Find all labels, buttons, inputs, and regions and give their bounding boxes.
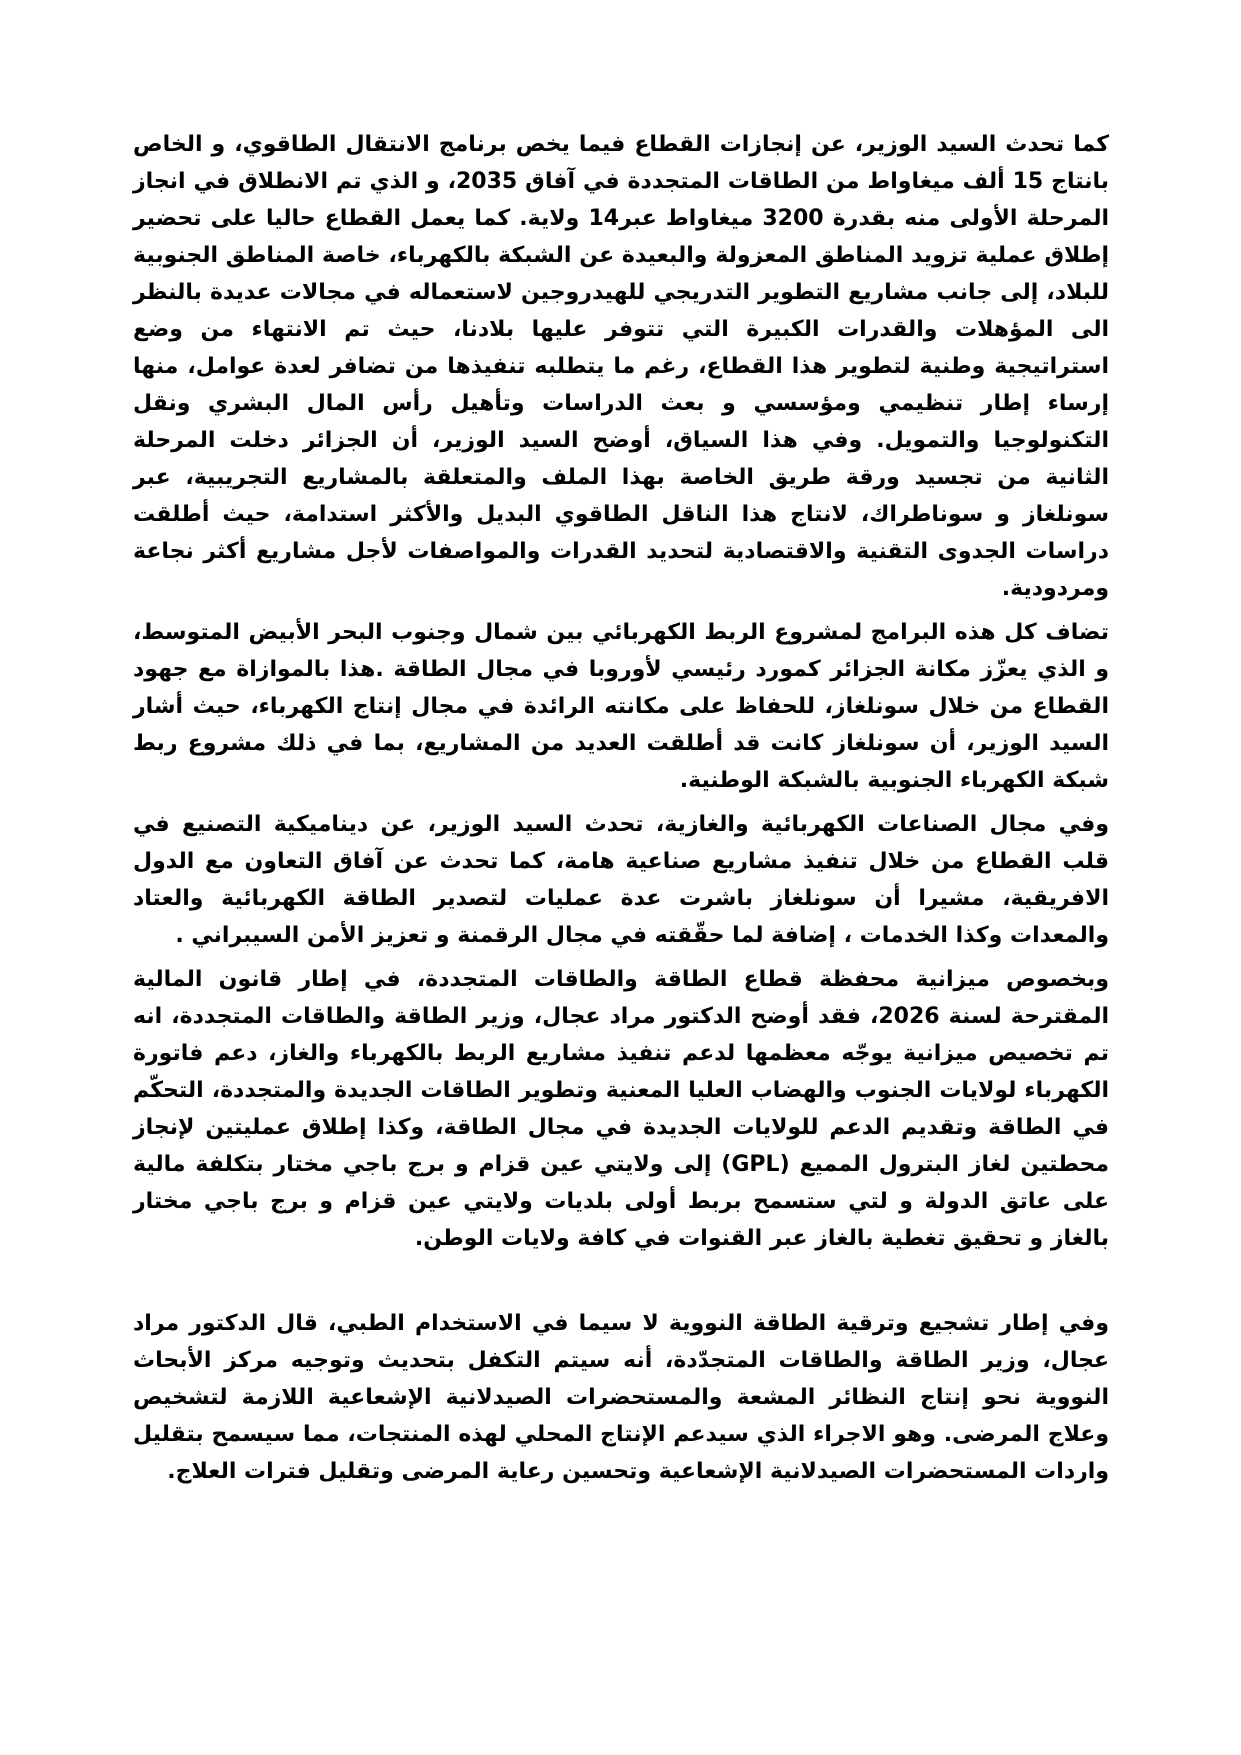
paragraph-nuclear-energy: وفي إطار تشجيع وترقية الطاقة النووية لا سيما في الاستخدام الطبي، قال الدكتور مراد عجال، وزير الطاقة والطاقات المتجدّدة، أنه سيتم التكفل بتحديث وتوجيه مركز الأبحاث النووية نحو إنتاج النظائر المشعة والمستحضرات الصيدلانية الإشعاعية اللازمة لتشخيص وعلاج المرضى. وهو الاجراء الذي سيدعم الإنتاج المحلي لهذه المنتجات، مما سيسمح بتقليل واردات المستحضرات الصيدلانية الإشعاعية وتحسين رعاية المرضى وتقليل فترات العلاج. bbox=[133, 1311, 1109, 1484]
paragraph-electrical-gas-industries: وفي مجال الصناعات الكهربائية والغازية، تحدث السيد الوزير، عن ديناميكية التصنيع في قلب القطاع من خلال تنفيذ مشاريع صناعية هامة، كما تحدث عن آفاق التعاون مع الدول الافريقية، مشيرا أن سونلغاز باشرت عدة عمليات لتصدير الطاقة الكهربائية والعتاد والمعدات وكذا الخدمات ، إضافة لما حقّقته في مجال الرقمنة و تعزيز الأمن السيبراني . bbox=[133, 812, 1109, 948]
paragraph-energy-transition: كما تحدث السيد الوزير، عن إنجازات القطاع فيما يخص برنامج الانتقال الطاقوي، و الخاص بانتاج 15 ألف ميغاواط من الطاقات المتجددة في آفاق 2035، و الذي تم الانطلاق في انجاز المرحلة الأولى منه بقدرة 3200 ميغاواط عبر14 ولاية. كما يعمل القطاع حاليا على تحضير إطلاق عملية تزويد المناطق المعزولة والبعيدة عن الشبكة بالكهرباء، خاصة المناطق الجنوبية للبلاد، إلى جانب مشاريع التطوير التدريجي للهيدروجين لاستعماله في مجالات عديدة بالنظر الى المؤهلات والقدرات الكبيرة التي تتوفر عليها بلادنا، حيث تم الانتهاء من وضع استراتيجية وطنية لتطوير هذا القطاع، رغم ما يتطلبه تنفيذها من تضافر لعدة عوامل، منها إرساء إطار تنظيمي ومؤسسي و بعث الدراسات وتأهيل رأس المال البشري ونقل التكنولوجيا والتمويل. وفي هذا السياق، أوضح السيد الوزير، أن الجزائر دخلت المرحلة الثانية من تجسيد ورقة طريق الخاصة بهذا الملف والمتعلقة بالمشاريع التجريبية، عبر سونلغاز و سوناطراك، لانتاج هذا الناقل الطاقوي البديل والأكثر استدامة، حيث أطلقت دراسات الجدوى التقنية والاقتصادية لتحديد القدرات والمواصفات لأجل مشاريع أكثر نجاعة ومردودية. bbox=[133, 132, 1110, 601]
paragraph-electrical-interconnection: تضاف كل هذه البرامج لمشروع الربط الكهربائي بين شمال وجنوب البحر الأبيض المتوسط، و الذي يعزّز مكانة الجزائر كمورد رئيسي لأوروبا في مجال الطاقة .هذا بالموازاة مع جهود القطاع من خلال سونلغاز، للحفاظ على مكانته الرائدة في مجال إنتاج الكهرباء، حيث أشار السيد الوزير، أن سونلغاز كانت قد أطلقت العديد من المشاريع، بما في ذلك مشروع ربط شبكة الكهرباء الجنوبية بالشبكة الوطنية. bbox=[133, 620, 1109, 793]
paragraph-budget-2026: وبخصوص ميزانية محفظة قطاع الطاقة والطاقات المتجددة، في إطار قانون المالية المقترحة لسنة 2026، فقد أوضح الدكتور مراد عجال، وزير الطاقة والطاقات المتجددة، انه تم تخصيص ميزانية يوجّه معظمها لدعم تنفيذ مشاريع الربط بالكهرباء والغاز، دعم فاتورة الكهرباء لولايات الجنوب والهضاب العليا المعنية وتطوير الطاقات الجديدة والمتجددة، التحكّم في الطاقة وتقديم الدعم للولايات الجديدة في مجال الطاقة، وكذا إطلاق عمليتين لإنجاز محطتين لغاز البترول المميع (GPL) إلى ولايتي عين قزام و برج باجي مختار بتكلفة مالية على عاتق الدولة و لتي ستسمح بربط أولى بلديات ولايتي عين قزام و برج باجي مختار بالغاز و تحقيق تغطية بالغاز عبر القنوات في كافة ولايات الوطن. bbox=[133, 967, 1109, 1251]
document-page bbox=[133, 126, 1109, 1497]
